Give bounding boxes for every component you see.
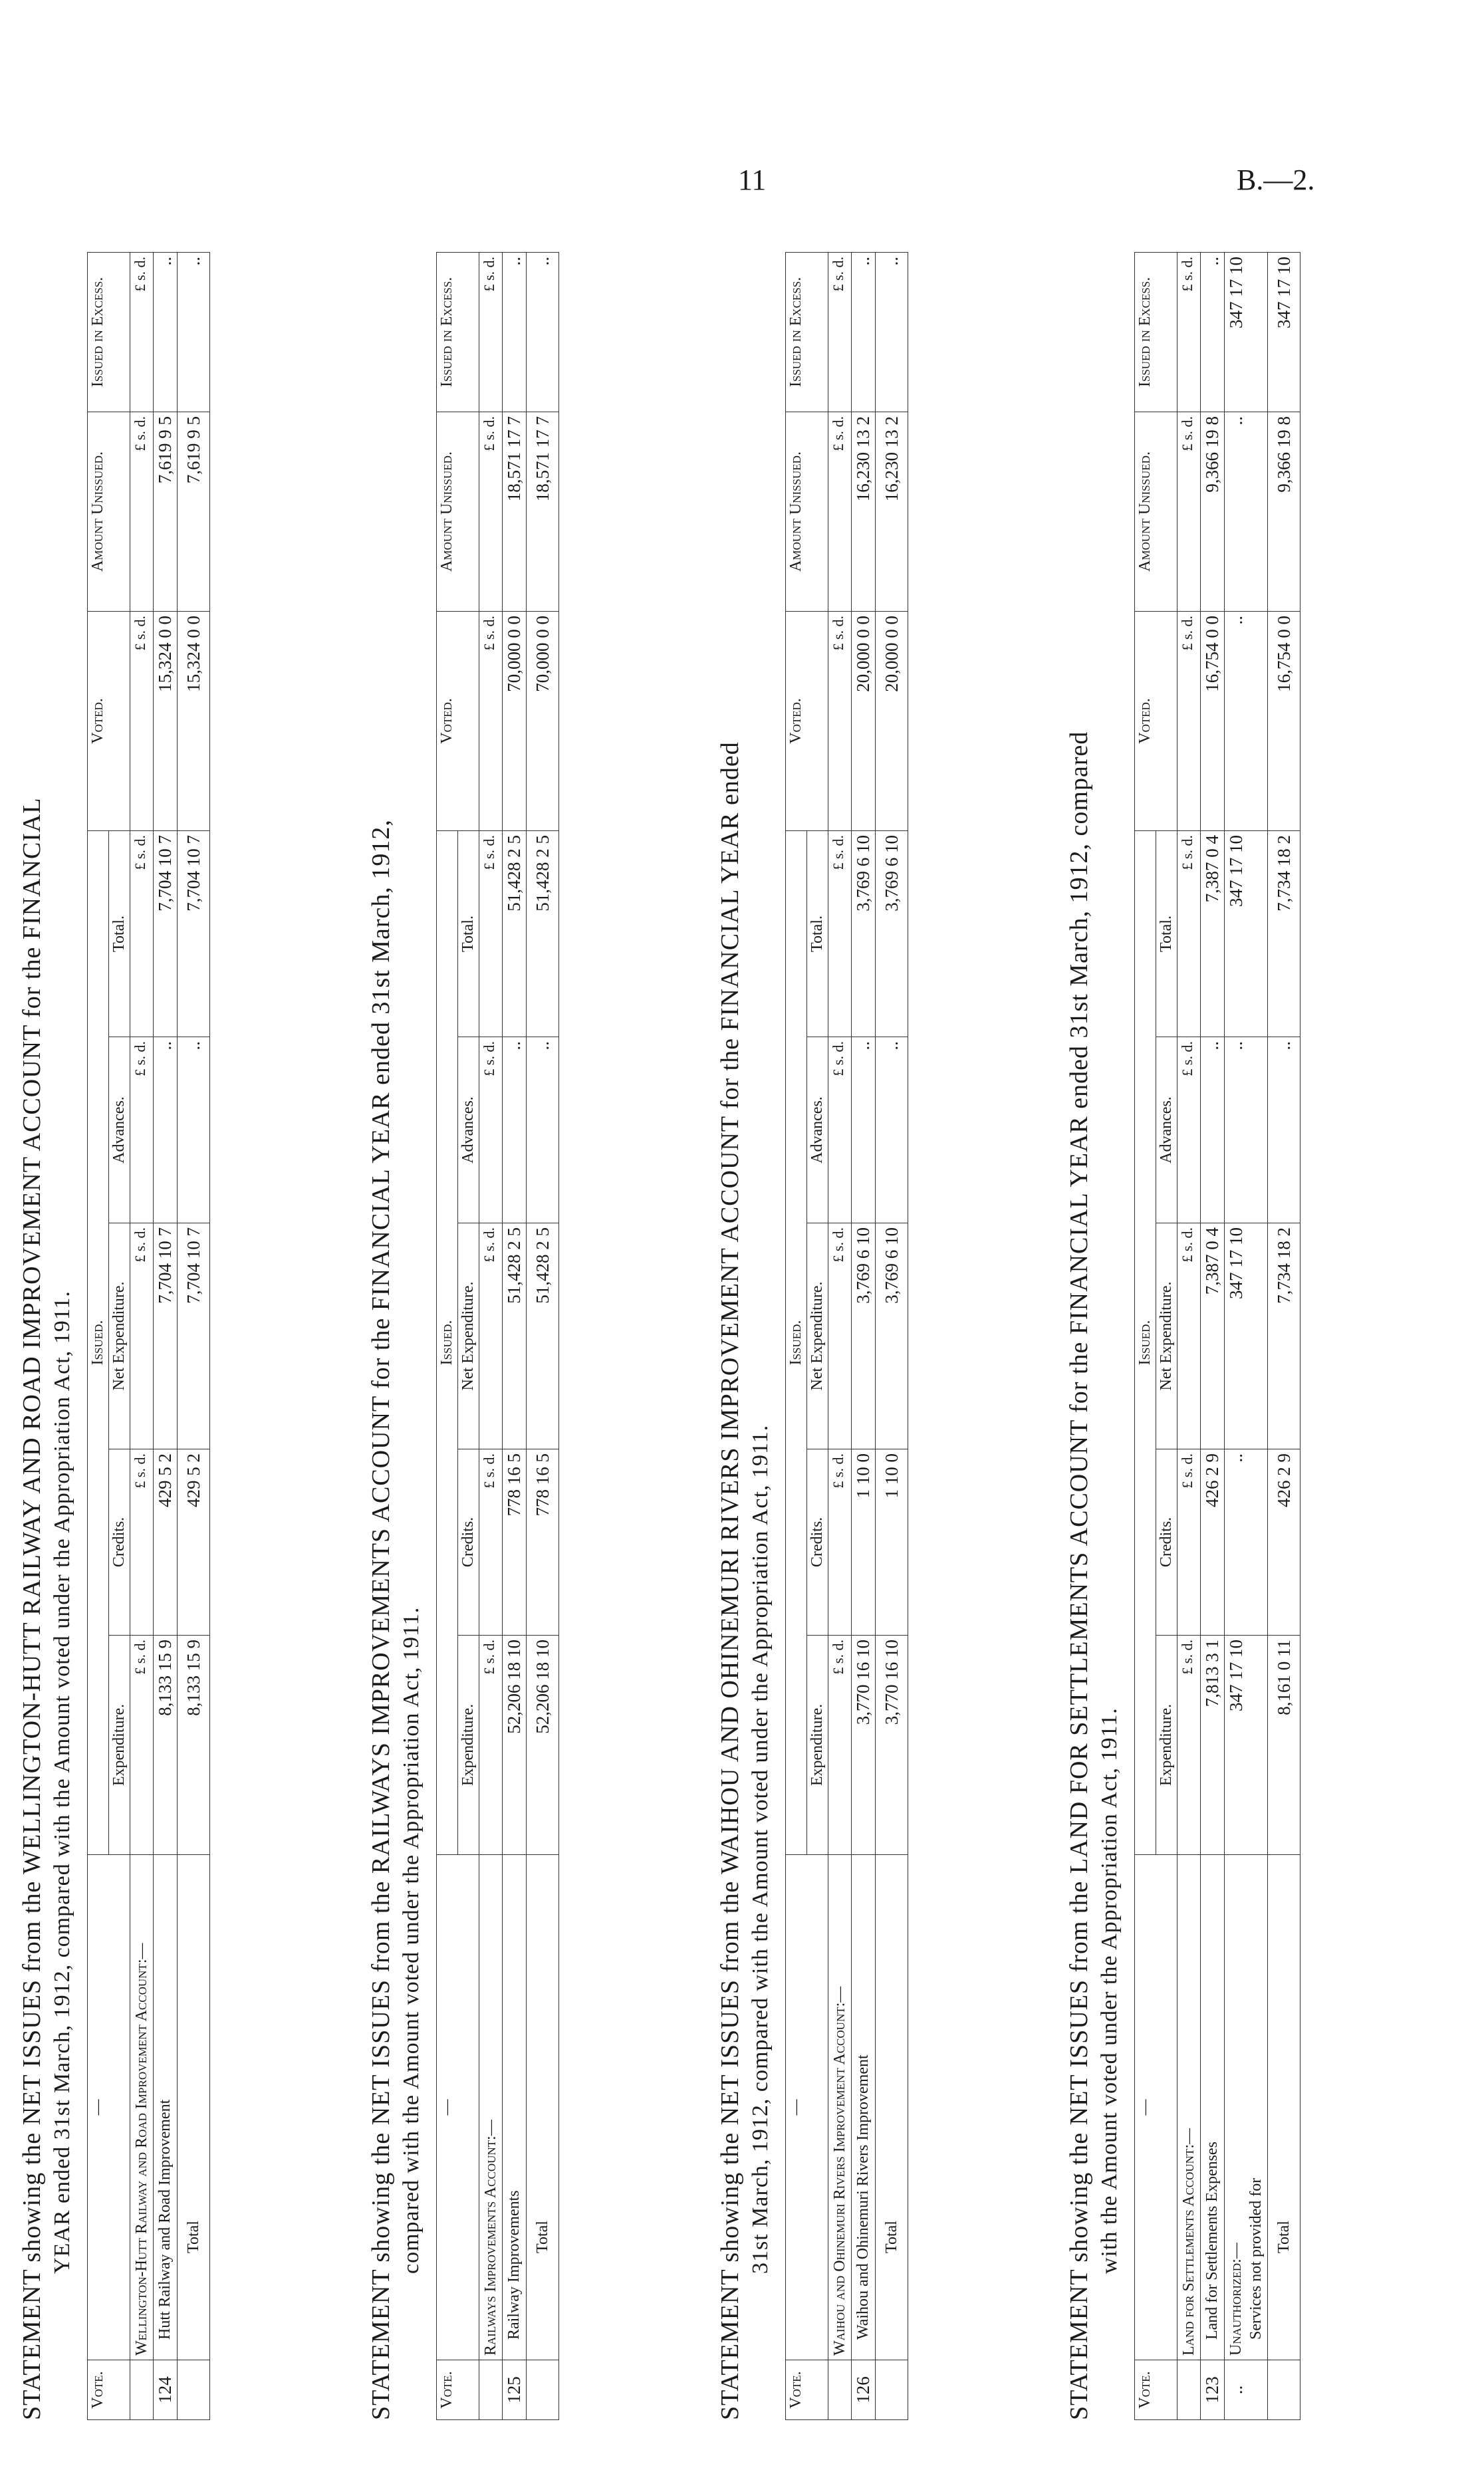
vote-number: .. [1225,2360,1268,2420]
account-heading: Wellington-Hutt Railway and Road Improvement Account:— [130,1855,154,2360]
currency-unit: £ s. d. [828,1449,852,1636]
total-amount: .. [178,252,210,412]
total-amount: 15,324 0 0 [178,611,210,830]
issued-header: Issued. [1135,830,1156,1854]
currency-unit: £ s. d. [130,1636,154,1855]
statement-table [785,252,908,2420]
row-label: Land for Settlements Expenses [1203,2142,1221,2340]
vote-cell [479,2360,503,2420]
vote-number: 123 [1201,2360,1225,2420]
amount-cell: 426 2 9 [1201,1449,1225,1636]
amount-cell: .. [154,252,178,412]
net-expenditure-header: Net Expenditure. [807,1223,828,1449]
table-row [154,252,178,2419]
currency-unit: £ s. d. [1177,252,1201,412]
table-row [503,252,527,2419]
amount-cell: 3,770 16 10 [852,1636,876,1855]
total-row [1268,252,1300,2419]
total-amount: 3,769 6 10 [876,830,908,1037]
issued-in-excess-header: Issued in Excess. [786,252,828,412]
total-amount: 347 17 10 [1268,252,1300,412]
issued-in-excess-header: Issued in Excess. [437,252,479,412]
credits-header: Credits. [807,1449,828,1636]
statement-title: STATEMENT showing the NET ISSUES from the WAIHOU AND OHINEMURI RIVERS IMPROVEMENT ACCOUNT for the FINANCIAL YEAR ended 31st March, 1912, compared with the Amount voted under the Appropriation Act, 1911. [716,741,773,2420]
total-row [527,252,559,2419]
currency-unit: £ s. d. [479,611,503,830]
credits-header: Credits. [1156,1449,1177,1636]
vote-cell [1268,2360,1300,2420]
row-label: Waihou and Ohinemuri Rivers Improvement [854,2054,872,2340]
vote-header: Vote. [437,2360,479,2420]
row-label: Services not provided for [1247,2177,1265,2340]
vote-number: 125 [503,2360,527,2420]
vote-cell [527,2360,559,2420]
amount-unissued-header: Amount Unissued. [437,412,479,611]
statement-title: STATEMENT showing the NET ISSUES from the RAILWAYS IMPROVEMENTS ACCOUNT for the FINANCIAL YEAR ended 31st March, 1912, compared with the Amount voted under the Appropriation Act, 1911. [367,819,424,2420]
currency-unit: £ s. d. [130,611,154,830]
voted-header: Voted. [437,611,479,830]
statement [17,253,366,2420]
currency-unit: £ s. d. [1177,412,1201,611]
statement-table [87,252,210,2420]
currency-unit: £ s. d. [1177,1037,1201,1223]
currency-unit: £ s. d. [479,412,503,611]
amount-unissued-header: Amount Unissued. [1135,412,1177,611]
voted-header: Voted. [88,611,130,830]
table-row [1201,252,1225,2419]
total-amount: 7,619 9 5 [178,412,210,611]
total-amount: 20,000 0 0 [876,611,908,830]
total-amount: 778 16 5 [527,1449,559,1636]
amount-cell: .. [1225,412,1268,611]
row-label: Railway Improvements [505,2190,523,2340]
voted-header: Voted. [1135,611,1177,830]
amount-cell: 347 17 10 [1225,830,1268,1037]
voted-header: Voted. [786,611,828,830]
total-amount: .. [527,252,559,412]
total-amount: 51,428 2 5 [527,1223,559,1449]
row-description [503,1855,527,2360]
credits-header: Credits. [109,1449,130,1636]
row-description [852,1855,876,2360]
total-amount: 9,366 19 8 [1268,412,1300,611]
amount-cell: 3,769 6 10 [852,1223,876,1449]
document-reference: B.—2. [1237,164,1315,196]
amount-cell: 347 17 10 [1225,252,1268,412]
total-label: Total [178,1855,210,2360]
amount-cell: 7,387 0 4 [1201,830,1225,1037]
row-description [1201,1855,1225,2360]
vote-cell [178,2360,210,2420]
total-amount: 16,230 13 2 [876,412,908,611]
total-label: Total [876,1855,908,2360]
currency-unit: £ s. d. [130,252,154,412]
amount-cell: .. [1225,1037,1268,1223]
currency-unit: £ s. d. [1177,830,1201,1037]
statement-table [1134,252,1300,2420]
amount-cell: .. [1201,1037,1225,1223]
currency-unit: £ s. d. [828,412,852,611]
statement-title: STATEMENT showing the NET ISSUES from the WELLINGTON-HUTT RAILWAY AND ROAD IMPROVEMENT ACCOUNT for the FINANCIAL YEAR ended 31st March, 1912, compared with the Amount voted under the Appropriation Act, 1911. [18,797,74,2420]
amount-cell: 51,428 2 5 [503,830,527,1037]
currency-unit: £ s. d. [479,252,503,412]
total-amount: 52,206 18 10 [527,1636,559,1855]
vote-cell [828,2360,852,2420]
amount-cell: .. [503,1037,527,1223]
issued-in-excess-header: Issued in Excess. [88,252,130,412]
currency-unit: £ s. d. [828,1636,852,1855]
amount-unissued-header: Amount Unissued. [88,412,130,611]
table-row [1225,252,1268,2419]
amount-cell: 7,813 3 1 [1201,1636,1225,1855]
amount-cell: 7,704 10 7 [154,830,178,1037]
total-amount: 429 5 2 [178,1449,210,1636]
currency-unit: £ s. d. [479,1223,503,1449]
vote-number: 126 [852,2360,876,2420]
total-amount: 426 2 9 [1268,1449,1300,1636]
amount-cell: 51,428 2 5 [503,1223,527,1449]
currency-unit: £ s. d. [1177,611,1201,830]
amount-cell: 7,619 9 5 [154,412,178,611]
total-label: Total [527,1855,559,2360]
issued-header: Issued. [437,830,458,1854]
amount-cell: .. [852,1037,876,1223]
expenditure-header: Expenditure. [458,1636,479,1855]
account-heading: Land for Settlements Account:— [1177,1855,1201,2360]
currency-unit: £ s. d. [828,252,852,412]
row-description [154,1855,178,2360]
net-expenditure-header: Net Expenditure. [1156,1223,1177,1449]
amount-cell: 9,366 19 8 [1201,412,1225,611]
currency-unit: £ s. d. [828,830,852,1037]
amount-cell: 3,769 6 10 [852,830,876,1037]
account-heading: Waihou and Ohinemuri Rivers Improvement Account:— [828,1855,852,2360]
currency-unit: £ s. d. [130,412,154,611]
amount-cell: 52,206 18 10 [503,1636,527,1855]
total-amount: .. [178,1037,210,1223]
currency-unit: £ s. d. [1177,1223,1201,1449]
statement [366,253,715,2420]
amount-cell: .. [852,252,876,412]
currency-unit: £ s. d. [479,830,503,1037]
total-header: Total. [1156,830,1177,1037]
amount-cell: 70,000 0 0 [503,611,527,830]
statement [715,253,1064,2420]
statement-title: STATEMENT showing the NET ISSUES from the LAND FOR SETTLEMENTS ACCOUNT for the FINANCIAL YEAR ended 31st March, 1912, compared with the Amount voted under the Appropriation Act, 1911. [1065,731,1122,2420]
amount-cell: 20,000 0 0 [852,611,876,830]
currency-unit: £ s. d. [1177,1449,1201,1636]
vote-header: Vote. [786,2360,828,2420]
total-amount: 3,769 6 10 [876,1223,908,1449]
total-header: Total. [109,830,130,1037]
amount-cell: 347 17 10 [1225,1223,1268,1449]
vote-cell [876,2360,908,2420]
page-number: 11 [738,164,767,196]
vote-number: 124 [154,2360,178,2420]
statement [1064,253,1413,2420]
currency-unit: £ s. d. [828,1223,852,1449]
net-expenditure-header: Net Expenditure. [458,1223,479,1449]
amount-cell: .. [1201,252,1225,412]
amount-cell: 1 10 0 [852,1449,876,1636]
amount-cell: 7,387 0 4 [1201,1223,1225,1449]
amount-cell: 347 17 10 [1225,1636,1268,1855]
row-heading: Unauthorized:— [1227,2243,1245,2356]
amount-cell: .. [154,1037,178,1223]
table-row [852,252,876,2419]
currency-unit: £ s. d. [479,1636,503,1855]
total-amount: .. [876,1037,908,1223]
currency-unit: £ s. d. [130,1037,154,1223]
amount-cell: 16,754 0 0 [1201,611,1225,830]
row-label: Hutt Railway and Road Improvement [156,2099,174,2340]
currency-unit: £ s. d. [479,1449,503,1636]
amount-cell: 7,704 10 7 [154,1223,178,1449]
amount-cell: 8,133 15 9 [154,1636,178,1855]
amount-cell: 18,571 17 7 [503,412,527,611]
vote-cell [1177,2360,1201,2420]
amount-cell: .. [1225,611,1268,830]
statement-table [436,252,559,2420]
description-header: — [1135,1855,1177,2360]
currency-unit: £ s. d. [828,611,852,830]
total-amount: 18,571 17 7 [527,412,559,611]
total-row [178,252,210,2419]
rotated-content [17,253,1466,2420]
total-row [876,252,908,2419]
total-amount: 70,000 0 0 [527,611,559,830]
description-header: — [786,1855,828,2360]
total-amount: 8,161 0 11 [1268,1636,1300,1855]
amount-cell: 778 16 5 [503,1449,527,1636]
total-header: Total. [458,830,479,1037]
total-amount: .. [876,252,908,412]
amount-unissued-header: Amount Unissued. [786,412,828,611]
amount-cell: .. [503,252,527,412]
currency-unit: £ s. d. [828,1037,852,1223]
total-header: Total. [807,830,828,1037]
currency-unit: £ s. d. [130,830,154,1037]
total-amount: .. [527,1037,559,1223]
vote-header: Vote. [88,2360,130,2420]
total-amount: 8,133 15 9 [178,1636,210,1855]
expenditure-header: Expenditure. [109,1636,130,1855]
advances-header: Advances. [109,1037,130,1223]
issued-in-excess-header: Issued in Excess. [1135,252,1177,412]
net-expenditure-header: Net Expenditure. [109,1223,130,1449]
vote-cell [130,2360,154,2420]
advances-header: Advances. [807,1037,828,1223]
total-amount: 7,704 10 7 [178,830,210,1037]
total-amount: 7,734 18 2 [1268,830,1300,1037]
currency-unit: £ s. d. [130,1223,154,1449]
advances-header: Advances. [458,1037,479,1223]
currency-unit: £ s. d. [1177,1636,1201,1855]
total-amount: 16,754 0 0 [1268,611,1300,830]
description-header: — [437,1855,479,2360]
issued-header: Issued. [786,830,807,1854]
advances-header: Advances. [1156,1037,1177,1223]
total-amount: 3,770 16 10 [876,1636,908,1855]
currency-unit: £ s. d. [130,1449,154,1636]
row-description [1225,1855,1268,2360]
amount-cell: 429 5 2 [154,1449,178,1636]
currency-unit: £ s. d. [479,1037,503,1223]
total-amount: 51,428 2 5 [527,830,559,1037]
total-amount: 7,734 18 2 [1268,1223,1300,1449]
total-amount: 1 10 0 [876,1449,908,1636]
credits-header: Credits. [458,1449,479,1636]
amount-cell: .. [1225,1449,1268,1636]
expenditure-header: Expenditure. [1156,1636,1177,1855]
total-amount: 7,704 10 7 [178,1223,210,1449]
amount-cell: 15,324 0 0 [154,611,178,830]
total-label: Total [1268,1855,1300,2360]
vote-header: Vote. [1135,2360,1177,2420]
issued-header: Issued. [88,830,109,1854]
account-heading: Railways Improvements Account:— [479,1855,503,2360]
description-header: — [88,1855,130,2360]
total-amount: .. [1268,1037,1300,1223]
amount-cell: 16,230 13 2 [852,412,876,611]
expenditure-header: Expenditure. [807,1636,828,1855]
